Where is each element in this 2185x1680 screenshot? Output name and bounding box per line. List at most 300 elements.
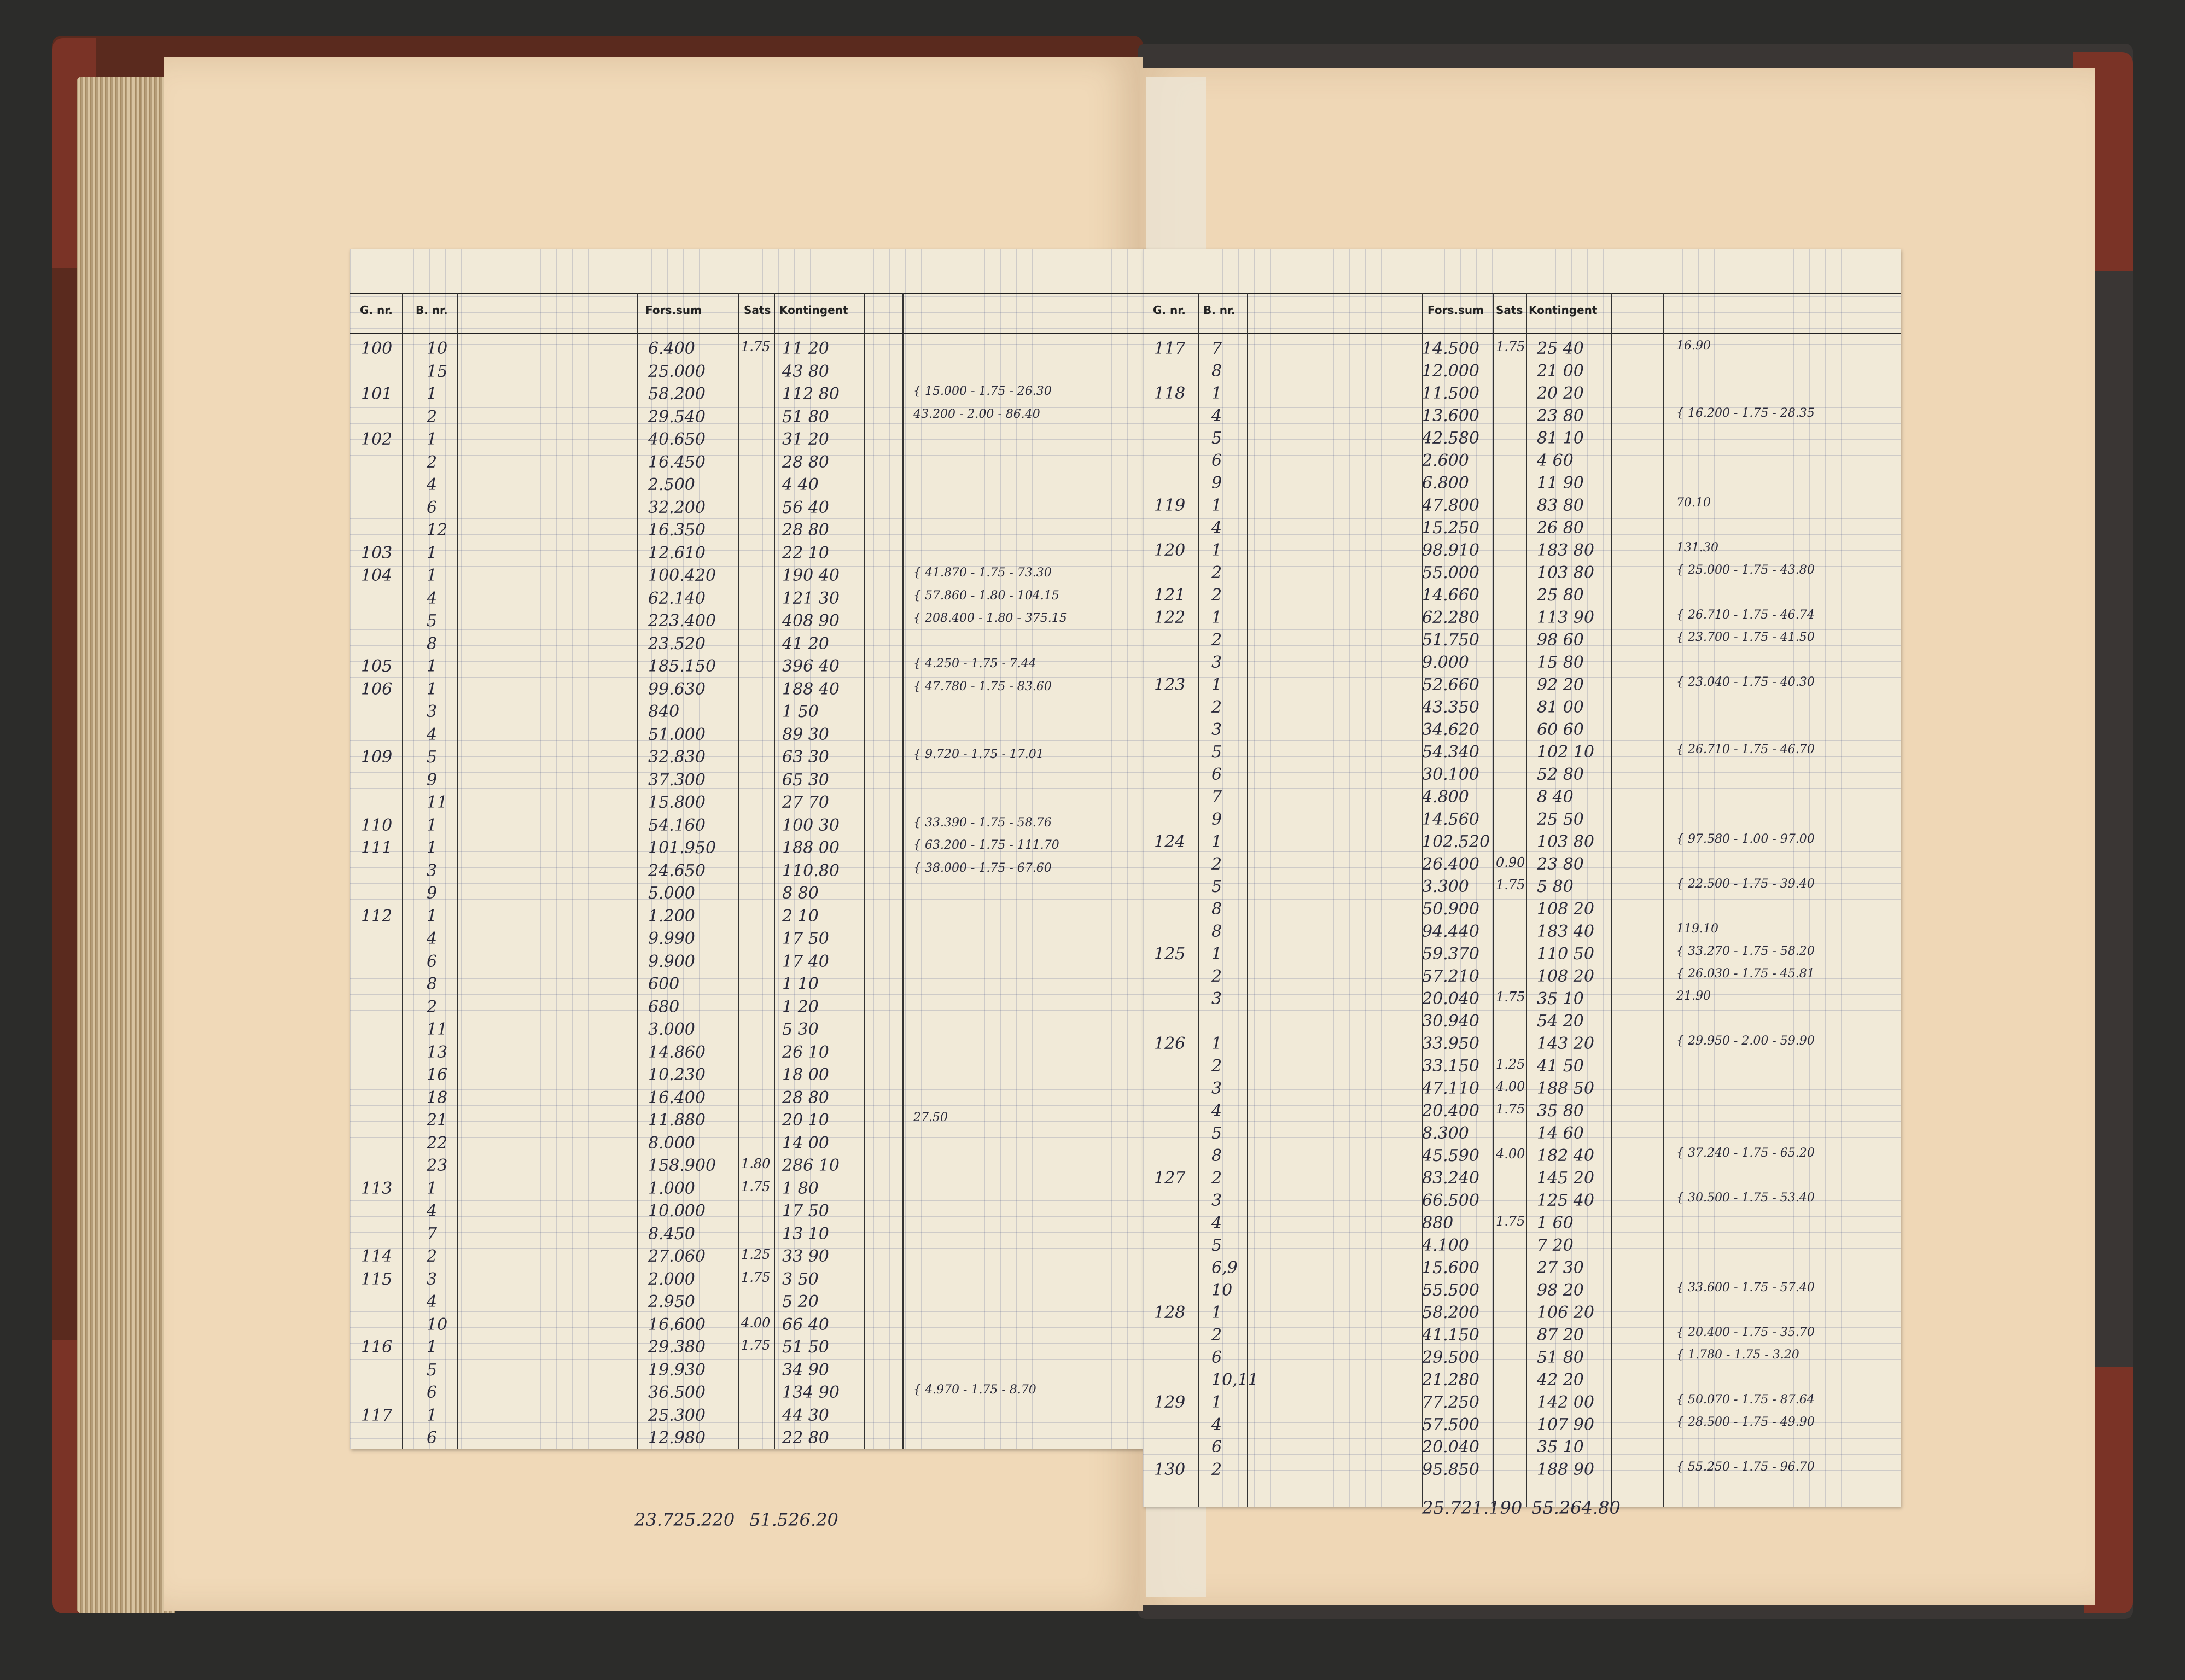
cell-b-nr: 9: [427, 770, 438, 790]
cell-b-nr: 2: [1211, 855, 1222, 874]
cell-fors-sum: 58.200: [1422, 1303, 1479, 1322]
cell-b-nr: 6: [427, 952, 438, 971]
cell-kontingent: 8 80: [782, 884, 819, 903]
cell-b-nr: 6: [1211, 1348, 1222, 1367]
cell-kontingent: 42 20: [1537, 1370, 1584, 1390]
cell-kontingent: 27 70: [782, 793, 829, 812]
total-kontingent-left: 51.526.20: [749, 1509, 838, 1530]
cell-fors-sum: 23.520: [648, 634, 706, 654]
cell-kontingent: 66 40: [782, 1315, 829, 1334]
cell-note: 131.30: [1676, 541, 1718, 555]
cell-b-nr: 10: [427, 1315, 448, 1334]
cell-kontingent: 87 20: [1537, 1326, 1584, 1345]
column-rule: [1247, 293, 1248, 1507]
column-rule: [1493, 293, 1494, 1507]
cell-fors-sum: 29.380: [648, 1338, 706, 1357]
cell-fors-sum: 1.000: [648, 1179, 695, 1198]
header-kontingent: Kontingent: [779, 304, 848, 317]
column-rule: [457, 293, 458, 1449]
cell-fors-sum: 600: [648, 975, 680, 994]
cell-kontingent: 63 30: [782, 748, 829, 767]
cell-b-nr: 4: [427, 588, 438, 608]
cell-kontingent: 35 10: [1537, 1438, 1584, 1457]
total-fors-sum-left: 23.725.220: [634, 1509, 735, 1530]
header-kontingent: Kontingent: [1529, 304, 1598, 317]
cell-g-nr: 113: [361, 1179, 393, 1198]
column-rule: [1663, 293, 1664, 1507]
cell-kontingent: 98 60: [1537, 631, 1584, 650]
cell-b-nr: 1: [1211, 496, 1222, 515]
cell-g-nr: 124: [1154, 832, 1186, 851]
cell-b-nr: 5: [1211, 1236, 1222, 1255]
cell-b-nr: 2: [1211, 1169, 1222, 1188]
cell-kontingent: 14 00: [782, 1133, 829, 1153]
cell-note: { 55.250 - 1.75 - 96.70: [1676, 1460, 1815, 1474]
cell-g-nr: 106: [361, 679, 393, 699]
cell-fors-sum: 14.500: [1422, 339, 1479, 358]
cell-b-nr: 4: [427, 475, 438, 494]
cell-g-nr: 120: [1154, 541, 1186, 560]
cell-kontingent: 11 20: [782, 339, 829, 358]
cell-fors-sum: 880: [1422, 1214, 1454, 1233]
cell-note: { 28.500 - 1.75 - 49.90: [1676, 1415, 1815, 1429]
cell-fors-sum: 26.400: [1422, 855, 1479, 874]
cell-kontingent: 107 90: [1537, 1415, 1594, 1434]
column-rule: [774, 293, 775, 1449]
cell-fors-sum: 10.000: [648, 1201, 706, 1221]
cell-b-nr: 1: [427, 838, 438, 858]
cell-fors-sum: 100.420: [648, 566, 716, 585]
cell-kontingent: 83 80: [1537, 496, 1584, 515]
cell-fors-sum: 41.150: [1422, 1326, 1479, 1345]
cell-b-nr: 1: [1211, 1034, 1222, 1053]
ledger-sheet-left: [350, 249, 1146, 1449]
cell-sats: 4.00: [1496, 1146, 1525, 1162]
cell-kontingent: 108 20: [1537, 967, 1594, 986]
cell-fors-sum: 3.300: [1422, 877, 1469, 896]
cell-b-nr: 4: [1211, 406, 1222, 425]
cell-fors-sum: 9.990: [648, 929, 695, 948]
cell-note: 27.50: [913, 1111, 948, 1124]
cell-kontingent: 28 80: [782, 452, 829, 472]
cell-b-nr: 3: [1211, 989, 1222, 1008]
cell-fors-sum: 27.060: [648, 1247, 706, 1266]
cell-fors-sum: 29.540: [648, 407, 706, 427]
cell-sats: 1.75: [741, 339, 771, 354]
cell-b-nr: 1: [427, 679, 438, 699]
cell-kontingent: 23 80: [1537, 855, 1584, 874]
cell-g-nr: 119: [1154, 496, 1186, 515]
cell-fors-sum: 8.300: [1422, 1124, 1469, 1143]
cell-kontingent: 52 80: [1537, 765, 1584, 784]
cell-fors-sum: 50.900: [1422, 900, 1479, 919]
cell-fors-sum: 95.850: [1422, 1460, 1479, 1479]
cell-note: { 208.400 - 1.80 - 375.15: [913, 611, 1067, 625]
cell-fors-sum: 20.400: [1422, 1101, 1479, 1121]
cell-fors-sum: 29.500: [1422, 1348, 1479, 1367]
cell-kontingent: 1 80: [782, 1179, 819, 1198]
cell-fors-sum: 21.280: [1422, 1370, 1479, 1390]
cell-kontingent: 22 80: [782, 1428, 829, 1448]
cell-b-nr: 5: [427, 1360, 438, 1380]
cell-fors-sum: 51.750: [1422, 631, 1479, 650]
cell-b-nr: 6,9: [1211, 1258, 1238, 1278]
cell-kontingent: 188 00: [782, 838, 840, 858]
cell-sats: 1.80: [741, 1156, 771, 1171]
cell-g-nr: 128: [1154, 1303, 1186, 1322]
cell-b-nr: 2: [427, 407, 438, 427]
cell-fors-sum: 158.900: [648, 1156, 716, 1175]
cell-b-nr: 4: [1211, 1101, 1222, 1121]
cell-fors-sum: 4.800: [1422, 788, 1469, 807]
cell-sats: 1.75: [1496, 1214, 1525, 1229]
cell-b-nr: 4: [1211, 1214, 1222, 1233]
cell-note: { 33.600 - 1.75 - 57.40: [1676, 1281, 1815, 1294]
cell-kontingent: 190 40: [782, 566, 840, 585]
cell-fors-sum: 14.860: [648, 1042, 706, 1062]
cell-fors-sum: 2.950: [648, 1292, 695, 1311]
cell-kontingent: 1 10: [782, 975, 819, 994]
cell-fors-sum: 2.500: [648, 475, 695, 494]
header-sats: Sats: [1496, 304, 1523, 317]
cell-b-nr: 2: [1211, 967, 1222, 986]
cell-b-nr: 8: [427, 634, 438, 654]
cell-b-nr: 4: [1211, 518, 1222, 538]
cell-sats: 0.90: [1496, 855, 1525, 870]
cell-kontingent: 28 80: [782, 521, 829, 540]
cell-fors-sum: 840: [648, 702, 680, 721]
cell-g-nr: 112: [361, 906, 393, 926]
cell-b-nr: 4: [427, 1292, 438, 1311]
cell-b-nr: 1: [1211, 675, 1222, 695]
cell-g-nr: 104: [361, 566, 393, 585]
cell-kontingent: 100 30: [782, 815, 840, 835]
cell-note: { 33.390 - 1.75 - 58.76: [913, 815, 1052, 830]
cell-fors-sum: 62.140: [648, 588, 706, 608]
cell-fors-sum: 83.240: [1422, 1169, 1479, 1188]
cell-b-nr: 4: [427, 1201, 438, 1221]
cell-kontingent: 18 00: [782, 1065, 829, 1084]
cell-sats: 1.75: [741, 1269, 771, 1285]
cell-kontingent: 17 50: [782, 929, 829, 948]
cell-kontingent: 98 20: [1537, 1281, 1584, 1300]
cell-fors-sum: 223.400: [648, 611, 716, 631]
cell-b-nr: 23: [427, 1156, 448, 1175]
cell-kontingent: 125 40: [1537, 1191, 1594, 1210]
cell-kontingent: 26 80: [1537, 518, 1584, 538]
cell-fors-sum: 14.660: [1422, 586, 1479, 605]
cell-fors-sum: 40.650: [648, 430, 706, 449]
column-rule: [864, 293, 865, 1449]
header-fors-sum: Fors.sum: [1427, 304, 1484, 317]
cell-kontingent: 17 40: [782, 952, 829, 971]
cell-g-nr: 117: [1154, 339, 1186, 358]
cell-b-nr: 1: [427, 543, 438, 563]
cell-note: { 26.710 - 1.75 - 46.74: [1676, 608, 1815, 622]
header-g-nr: G. nr.: [360, 304, 393, 317]
cell-b-nr: 8: [1211, 1146, 1222, 1165]
cell-g-nr: 114: [361, 1247, 393, 1266]
cell-b-nr: 1: [1211, 1303, 1222, 1322]
cell-kontingent: 145 20: [1537, 1169, 1594, 1188]
cell-fors-sum: 15.250: [1422, 518, 1479, 538]
cell-kontingent: 56 40: [782, 498, 829, 517]
cell-fors-sum: 99.630: [648, 679, 706, 699]
cell-kontingent: 31 20: [782, 430, 829, 449]
cell-b-nr: 3: [427, 1269, 438, 1289]
cell-fors-sum: 6.400: [648, 339, 695, 358]
cell-g-nr: 111: [361, 838, 393, 858]
cell-kontingent: 34 90: [782, 1360, 829, 1380]
cell-fors-sum: 45.590: [1422, 1146, 1479, 1165]
cell-fors-sum: 30.100: [1422, 765, 1479, 784]
cell-b-nr: 1: [427, 1179, 438, 1198]
cell-b-nr: 2: [1211, 1460, 1222, 1479]
cell-b-nr: 22: [427, 1133, 448, 1153]
cell-fors-sum: 55.500: [1422, 1281, 1479, 1300]
cell-sats: 1.25: [741, 1247, 771, 1262]
cell-fors-sum: 59.370: [1422, 944, 1479, 964]
header-b-nr: B. nr.: [416, 304, 448, 317]
cell-sats: 4.00: [1496, 1079, 1525, 1094]
cell-b-nr: 1: [427, 566, 438, 585]
cell-fors-sum: 2.000: [648, 1269, 695, 1289]
cell-g-nr: 125: [1154, 944, 1186, 964]
cell-fors-sum: 32.200: [648, 498, 706, 517]
cell-fors-sum: 54.160: [648, 815, 706, 835]
cell-b-nr: 5: [427, 611, 438, 631]
cell-kontingent: 1 60: [1537, 1214, 1574, 1233]
cell-kontingent: 182 40: [1537, 1146, 1594, 1165]
cell-kontingent: 188 90: [1537, 1460, 1594, 1479]
cell-kontingent: 23 80: [1537, 406, 1584, 425]
cell-note: 70.10: [1676, 496, 1711, 510]
cell-sats: 1.75: [1496, 339, 1525, 354]
cell-b-nr: 1: [427, 657, 438, 676]
cell-g-nr: 117: [361, 1405, 393, 1425]
cell-note: { 97.580 - 1.00 - 97.00: [1676, 832, 1815, 846]
cell-kontingent: 2 10: [782, 906, 819, 926]
cell-fors-sum: 102.520: [1422, 832, 1490, 851]
cell-b-nr: 2: [1211, 563, 1222, 582]
cell-b-nr: 1: [427, 1338, 438, 1357]
column-rule: [902, 293, 904, 1449]
cell-note: { 57.860 - 1.80 - 104.15: [913, 588, 1059, 603]
cell-b-nr: 8: [427, 975, 438, 994]
cell-g-nr: 102: [361, 430, 393, 449]
cell-b-nr: 1: [1211, 384, 1222, 403]
cell-note: 21.90: [1676, 989, 1711, 1003]
cell-b-nr: 4: [1211, 1415, 1222, 1434]
cell-fors-sum: 66.500: [1422, 1191, 1479, 1210]
cell-fors-sum: 9.900: [648, 952, 695, 971]
total-kontingent-right: 55.264.80: [1531, 1497, 1621, 1518]
cell-fors-sum: 33.150: [1422, 1057, 1479, 1076]
cell-b-nr: 16: [427, 1065, 448, 1084]
cell-kontingent: 113 90: [1537, 608, 1594, 627]
cell-note: { 47.780 - 1.75 - 83.60: [913, 679, 1052, 693]
cell-b-nr: 9: [1211, 810, 1222, 829]
cell-fors-sum: 43.350: [1422, 698, 1479, 717]
cell-fors-sum: 37.300: [648, 770, 706, 790]
cell-fors-sum: 9.000: [1422, 653, 1469, 672]
cell-kontingent: 3 50: [782, 1269, 819, 1289]
cell-kontingent: 81 00: [1537, 698, 1584, 717]
cell-note: { 38.000 - 1.75 - 67.60: [913, 861, 1052, 875]
cell-g-nr: 115: [361, 1269, 393, 1289]
cell-fors-sum: 52.660: [1422, 675, 1479, 695]
cell-sats: 4.00: [741, 1315, 771, 1331]
cell-kontingent: 286 10: [782, 1156, 840, 1175]
cell-kontingent: 103 80: [1537, 832, 1594, 851]
total-fors-sum-right: 25.721.190: [1422, 1497, 1523, 1518]
cell-b-nr: 5: [1211, 1124, 1222, 1143]
cell-b-nr: 6: [1211, 765, 1222, 784]
cell-b-nr: 2: [1211, 586, 1222, 605]
cell-kontingent: 51 80: [1537, 1348, 1584, 1367]
cell-kontingent: 7 20: [1537, 1236, 1574, 1255]
cell-fors-sum: 16.450: [648, 452, 706, 472]
cell-g-nr: 103: [361, 543, 393, 563]
cell-b-nr: 3: [427, 861, 438, 880]
cell-b-nr: 5: [427, 748, 438, 767]
cell-kontingent: 27 30: [1537, 1258, 1584, 1278]
cell-kontingent: 5 30: [782, 1020, 819, 1039]
cell-fors-sum: 32.830: [648, 748, 706, 767]
column-rule: [1198, 293, 1199, 1507]
cell-b-nr: 8: [1211, 922, 1222, 941]
cell-kontingent: 41 50: [1537, 1057, 1584, 1076]
cell-g-nr: 118: [1154, 384, 1186, 403]
cell-fors-sum: 51.000: [648, 725, 706, 744]
cell-b-nr: 1: [427, 815, 438, 835]
cell-b-nr: 18: [427, 1088, 448, 1107]
cell-kontingent: 81 10: [1537, 429, 1584, 448]
cell-b-nr: 5: [1211, 429, 1222, 448]
cell-b-nr: 15: [427, 361, 448, 381]
cell-b-nr: 21: [427, 1111, 448, 1130]
cell-kontingent: 183 80: [1537, 541, 1594, 560]
cell-b-nr: 1: [1211, 944, 1222, 964]
cell-b-nr: 2: [1211, 698, 1222, 717]
cell-note: { 25.000 - 1.75 - 43.80: [1676, 563, 1815, 577]
cell-fors-sum: 16.600: [648, 1315, 706, 1334]
cell-kontingent: 44 30: [782, 1405, 829, 1425]
cell-b-nr: 3: [1211, 1191, 1222, 1210]
cell-fors-sum: 98.910: [1422, 541, 1479, 560]
cell-g-nr: 100: [361, 339, 393, 358]
cell-fors-sum: 94.440: [1422, 922, 1479, 941]
cell-kontingent: 5 20: [782, 1292, 819, 1311]
cell-note: { 4.970 - 1.75 - 8.70: [913, 1383, 1036, 1397]
cell-fors-sum: 77.250: [1422, 1393, 1479, 1412]
cell-kontingent: 22 10: [782, 543, 829, 563]
cell-fors-sum: 8.450: [648, 1224, 695, 1244]
cell-b-nr: 10,11: [1211, 1370, 1258, 1390]
cell-note: { 50.070 - 1.75 - 87.64: [1676, 1393, 1815, 1407]
cell-b-nr: 4: [427, 725, 438, 744]
cell-fors-sum: 47.800: [1422, 496, 1479, 515]
cell-b-nr: 1: [1211, 1393, 1222, 1412]
cell-fors-sum: 15.600: [1422, 1258, 1479, 1278]
cell-fors-sum: 57.500: [1422, 1415, 1479, 1434]
cell-kontingent: 11 90: [1537, 474, 1584, 493]
cell-b-nr: 11: [427, 1020, 448, 1039]
cell-fors-sum: 5.000: [648, 884, 695, 903]
cell-kontingent: 14 60: [1537, 1124, 1584, 1143]
cell-b-nr: 5: [1211, 877, 1222, 896]
cell-note: { 37.240 - 1.75 - 65.20: [1676, 1146, 1815, 1160]
cell-note: { 4.250 - 1.75 - 7.44: [913, 657, 1036, 670]
cell-fors-sum: 19.930: [648, 1360, 706, 1380]
cell-kontingent: 143 20: [1537, 1034, 1594, 1053]
cell-kontingent: 25 40: [1537, 339, 1584, 358]
cell-note: { 41.870 - 1.75 - 73.30: [913, 566, 1052, 580]
cell-note: { 20.400 - 1.75 - 35.70: [1676, 1326, 1815, 1339]
cell-fors-sum: 54.340: [1422, 743, 1479, 762]
cell-kontingent: 15 80: [1537, 653, 1584, 672]
cell-note: { 26.030 - 1.75 - 45.81: [1676, 967, 1815, 981]
cell-fors-sum: 20.040: [1422, 989, 1479, 1008]
cell-kontingent: 35 80: [1537, 1101, 1584, 1121]
cell-fors-sum: 36.500: [648, 1383, 706, 1402]
cell-sats: 1.75: [1496, 1101, 1525, 1117]
cell-note: { 16.200 - 1.75 - 28.35: [1676, 406, 1815, 420]
cell-kontingent: 54 20: [1537, 1012, 1584, 1031]
cell-kontingent: 112 80: [782, 384, 840, 404]
cell-g-nr: 127: [1154, 1169, 1186, 1188]
cell-kontingent: 106 20: [1537, 1303, 1594, 1322]
cell-kontingent: 183 40: [1537, 922, 1594, 941]
cell-kontingent: 20 10: [782, 1111, 829, 1130]
cell-g-nr: 123: [1154, 675, 1186, 695]
cell-kontingent: 1 50: [782, 702, 819, 721]
cell-kontingent: 4 40: [782, 475, 819, 494]
cell-note: 43.200 - 2.00 - 86.40: [913, 407, 1040, 421]
cell-fors-sum: 1.200: [648, 906, 695, 926]
cell-fors-sum: 55.000: [1422, 563, 1479, 582]
cell-note: 16.90: [1676, 339, 1711, 353]
cell-kontingent: 28 80: [782, 1088, 829, 1107]
cell-b-nr: 1: [427, 1405, 438, 1425]
cell-g-nr: 110: [361, 815, 393, 835]
cell-b-nr: 2: [427, 997, 438, 1017]
cell-fors-sum: 12.000: [1422, 361, 1479, 381]
cell-kontingent: 103 80: [1537, 563, 1594, 582]
cell-kontingent: 121 30: [782, 588, 840, 608]
column-rule: [1611, 293, 1612, 1507]
cell-b-nr: 10: [427, 339, 448, 358]
cell-fors-sum: 14.560: [1422, 810, 1479, 829]
cell-b-nr: 3: [427, 702, 438, 721]
cell-kontingent: 26 10: [782, 1042, 829, 1062]
cell-b-nr: 1: [1211, 608, 1222, 627]
cell-b-nr: 6: [427, 1383, 438, 1402]
cell-note: { 33.270 - 1.75 - 58.20: [1676, 944, 1815, 958]
cell-fors-sum: 13.600: [1422, 406, 1479, 425]
cell-b-nr: 2: [1211, 1326, 1222, 1345]
cell-fors-sum: 8.000: [648, 1133, 695, 1153]
cell-b-nr: 8: [1211, 361, 1222, 381]
cell-b-nr: 5: [1211, 743, 1222, 762]
cell-note: { 26.710 - 1.75 - 46.70: [1676, 743, 1815, 756]
cell-b-nr: 2: [427, 452, 438, 472]
cell-b-nr: 2: [1211, 1057, 1222, 1076]
cell-kontingent: 5 80: [1537, 877, 1574, 896]
cell-kontingent: 33 90: [782, 1247, 829, 1266]
cell-kontingent: 188 40: [782, 679, 840, 699]
cell-b-nr: 4: [427, 929, 438, 948]
